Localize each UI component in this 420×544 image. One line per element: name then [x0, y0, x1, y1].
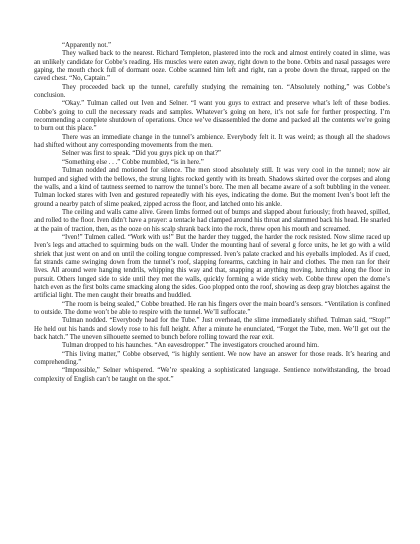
paragraph: Selner was first to speak. “Did you guys pick up on that?”	[62, 150, 221, 158]
paragraph: “Okay.” Tulman called out Iven and Selner. “I want you guys to extract and preserve what’s left of these bodies. Cobbe’s going to cull the necessary reads and samples. Whatever’s going on here, it’s not safe for further prospecting. I’m recommending a complete shutdown of operations. Once we’ve disassembled the dome and packed all the contents we’re going to burn out this place.”	[34, 100, 390, 133]
paragraph: Tulman nodded and motioned for silence. The men stood absolutely still. It was very cool in the tunnel; now air humped and sighed with the bellows, the strung lights rocked gently with its breath. Shadows skirted over the corpses and along the walls, and a kind of tautness seemed to narrow the tunnel’s bore. The men all became aware of a soft bubbling in the veneer. Tulman locked stares with Iven and gestured repeatedly with his eyes, indicating the dome. But the moment Iven’s boot left the ground a nearby patch of slime peaked, zipped across the floor, and latched onto his ankle.	[34, 167, 390, 208]
book-page	[34, 42, 390, 384]
paragraph: “This living matter,” Cobbe observed, “is highly sentient. We now have an answer for those reads. It’s hearing and comprehending.”	[34, 350, 390, 367]
paragraph: Tulman dropped to his haunches. “An eavesdropper.” The investigators crouched around him.	[62, 342, 319, 350]
paragraph: The ceiling and walls came alive. Green limbs formed out of bumps and slapped about furiously; froth heaved, spilled, and rolled to the floor. Iven didn’t have a prayer: a tentacle had clamped around his throat and slammed back his head. He snarled at the pain of traction, then, as the ooze on his scalp shrank back into the rock, threw open his mouth and screamed.	[34, 208, 390, 233]
paragraph: “The room is being sealed,” Cobbe breathed. He ran his fingers over the main board’s sensors. “Ventilation is confined to outside. The dome won’t be able to respire with the tunnel. We’ll suffocate.”	[34, 300, 390, 316]
paragraph: “Something else . . .” Cobbe mumbled, “is in here.”	[62, 158, 204, 166]
paragraph: There was an immediate change in the tunnel’s ambience. Everybody felt it. It was weird; as though all the shadows had shifted without any corresponding movements from the men.	[34, 133, 390, 150]
paragraph: “Apparently not.”	[62, 42, 112, 49]
paragraph: They walked back to the nearest. Richard Templeton, plastered into the rock and almost entirely coated in slime, was an unlikely candidate for Cobbe’s reading. His muscles were eaten away, right down to the bone. Orbits and nasal passages were gaping, the mouth chock full of dormant ooze. Cobbe scanned him left and right, ran a probe down the throat, rapped on the caved chest. “No, Captain.”	[34, 50, 390, 83]
paragraph: They proceeded back up the tunnel, carefully studying the remaining ten. “Absolutely nothing,” was Cobbe’s conclusion.	[34, 83, 390, 100]
paragraph: “Impossible,” Selner whispered. “We’re speaking a sophisticated language. Sentience notwithstanding, the broad complexity of English can’t be taught on the spot.”	[34, 367, 390, 383]
paragraph: “Iven!” Tulmen called. “Work with us!” But the harder they tugged, the harder the rock resisted. Now slime raced up Iven’s legs and attached to squirming buds on the wall. Under the mounting haul of several g force units, he let go with a wild shriek that just went on and on until the coiling tongue compressed. Iven’s palate cracked and his eyeballs imploded. As if cued, fat strands came swinging down from the tunnel’s roof, slapping forearms, catching in hair and clothes. The men ran for their lives. All around were hanging tendrils, whipping this way and that, snapping at anything moving, lurching along the floor in pursuit. Others lunged side to side until they met the walls, quickly forming a wide sticky web. Cobbe threw open the dome’s hatch even as the first bolts came smacking along the sides. Goo plopped onto the roof, showing as deep gray blotches against the artificial light. The men caught their breaths and huddled.	[34, 233, 390, 300]
paragraph: Tulman nodded. “Everybody head for the Tube.” Just overhead, the slime immediately shifted. Tulman said, “Stop!” He held out his hands and slowly rose to his full height. After a minute he enunciated, “Forget the Tube, men. We’ll get out the back hatch.” The uneven silhouette seemed to bunch before rolling toward the rear exit.	[34, 317, 390, 342]
